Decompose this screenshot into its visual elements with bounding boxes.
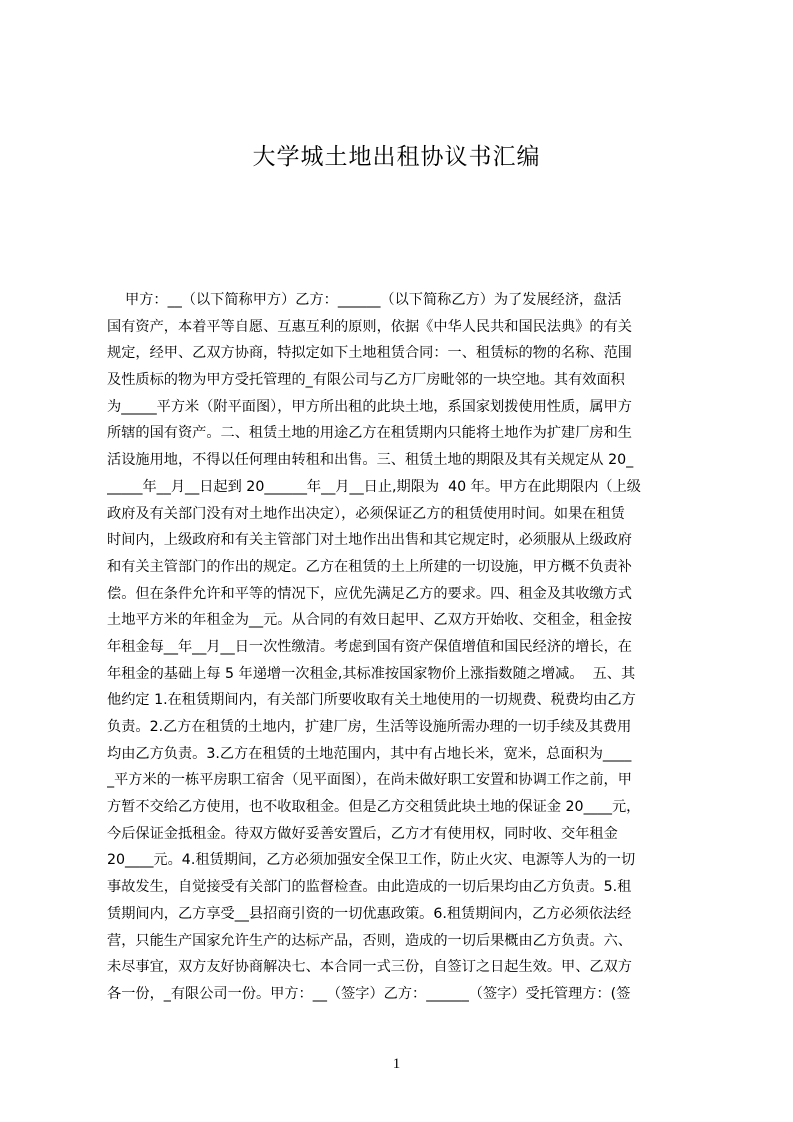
body-line: 20____元。4.租赁期间，乙方必须加强安全保卫工作，防止火灾、电源等人为的一切	[107, 852, 636, 869]
body-line: 国有资产，本着平等自愿、互惠互利的原则，依据《中华人民共和国民法典》的有关	[107, 318, 632, 335]
document-title: 大学城土地出租协议书汇编	[252, 144, 541, 170]
body-line: 均由乙方负责。3.乙方在租赁的土地范围内，其中有占地长米，宽米，总面积为____	[107, 745, 632, 762]
body-line: 未尽事宜，双方友好协商解决七、本合同一式三份，自签订之日起生效。甲、乙双方	[107, 959, 632, 976]
document-body	[107, 287, 700, 1008]
body-line: 方暂不交给乙方使用，也不收取租金。但是乙方交租赁此块土地的保证金 20____元，	[107, 799, 641, 816]
body-line: 负责。2.乙方在租赁的土地内，扩建厂房，生活等设施所需办理的一切手续及其费用	[107, 719, 632, 735]
body-line: 土地平方米的年租金为__元。从合同的有效日起甲、乙双方开始收、交租金，租金按	[107, 612, 632, 629]
body-line: 营，只能生产国家允许生产的达标产品，否则，造成的一切后果概由乙方负责。六、	[107, 932, 632, 949]
body-line: 赁期间内，乙方享受__县招商引资的一切优惠政策。6.租赁期间内，乙方必须依法经	[107, 905, 632, 922]
body-line: 所辖的国有资产。二、租赁土地的用途乙方在租赁期内只能将土地作为扩建厂房和生	[107, 425, 632, 442]
body-line: _平方米的一栋平房职工宿舍（见平面图），在尚未做好职工安置和协调工作之前，甲	[107, 772, 632, 789]
body-line: 规定，经甲、乙双方协商，特拟定如下土地租赁合同：一、租赁标的物的名称、范围	[107, 345, 632, 362]
body-line: 甲方：__（以下简称甲方）乙方：______（以下简称乙方）为了发展经济，盘活	[107, 292, 622, 308]
body-line: 和有关主管部门的作出的规定。乙方在租赁的土上所建的一切设施，甲方概不负责补	[107, 558, 632, 575]
body-line: _____年__月__日起到 20______年__月__日止,期限为 40 年。甲方在此期限内（上级	[107, 478, 641, 495]
body-line: 及性质标的物为甲方受托管理的_有限公司与乙方厂房毗邻的一块空地。其有效面积	[107, 372, 625, 389]
page-number: 1	[392, 1056, 401, 1072]
body-line: 为_____平方米（附平面图），甲方所出租的此块土地，系国家划拨使用性质，属甲方	[107, 398, 632, 415]
body-line: 年租金每__年__月__日一次性缴清。考虑到国有资产保值增值和国民经济的增长，在	[107, 638, 632, 655]
body-line: 今后保证金抵租金。待双方做好妥善安置后，乙方才有使用权，同时收、交年租金	[107, 825, 618, 842]
body-line: 事故发生，自觉接受有关部门的监督检查。由此造成的一切后果均由乙方负责。5.租	[107, 879, 632, 896]
body-line: 偿。但在条件允许和平等的情况下，应优先满足乙方的要求。四、租金及其收缴方式	[107, 585, 632, 602]
body-line: 时间内，上级政府和有关主管部门对土地作出出售和其它规定时，必须服从上级政府	[107, 532, 632, 549]
body-line: 年租金的基础上每 5 年递增一次租金,其标准按国家物价上涨指数随之增减。 五、其	[107, 665, 636, 682]
body-line: 政府及有关部门没有对土地作出决定），必须保证乙方的租赁使用时间。如果在租赁	[107, 505, 625, 522]
body-line: 他约定 1.在租赁期间内，有关部门所要收取有关土地使用的一切规费、税费均由乙方	[107, 692, 636, 709]
body-line: 各一份，_有限公司一份。甲方：__（签字）乙方：______（签字）受托管理方：(签	[107, 985, 631, 1002]
body-line: 活设施用地，不得以任何理由转租和出售。三、租赁土地的期限及其有关规定从 20_	[107, 452, 634, 469]
